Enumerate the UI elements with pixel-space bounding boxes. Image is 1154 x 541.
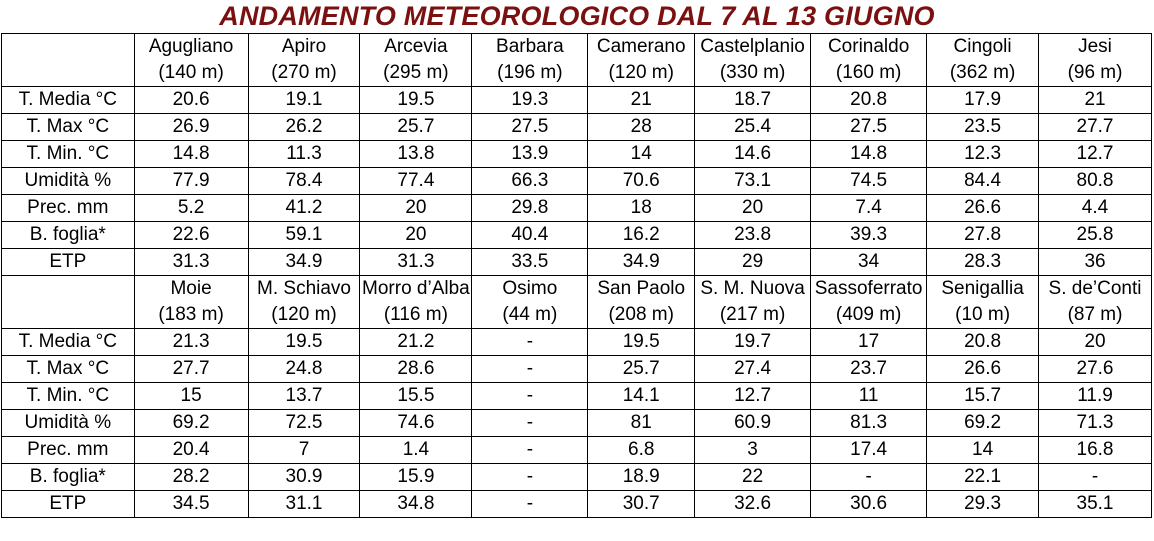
table-cell: 4.4 xyxy=(1039,195,1152,222)
station-name: Cingoli xyxy=(927,34,1039,61)
table-cell: 28.2 xyxy=(134,464,248,491)
table-row xyxy=(2,168,1152,195)
row-label: Prec. mm xyxy=(2,195,135,222)
corner-cell xyxy=(2,276,135,329)
table-cell: - xyxy=(472,356,588,383)
table-cell: 33.5 xyxy=(472,249,588,276)
table-cell: 21.2 xyxy=(360,329,472,356)
table-cell: 35.1 xyxy=(1039,491,1152,518)
table-cell: 78.4 xyxy=(248,168,360,195)
row-label: Umidità % xyxy=(2,168,135,195)
table-row xyxy=(2,464,1152,491)
table-cell: 28.3 xyxy=(927,249,1039,276)
station-altitude: (96 m) xyxy=(1039,60,1152,87)
row-label: Prec. mm xyxy=(2,437,135,464)
table-cell: 26.6 xyxy=(927,195,1039,222)
table-cell: 12.3 xyxy=(927,141,1039,168)
table-row xyxy=(2,329,1152,356)
table-row xyxy=(2,410,1152,437)
table-cell: 13.8 xyxy=(360,141,472,168)
table-cell: 70.6 xyxy=(588,168,695,195)
table-cell: 34.9 xyxy=(248,249,360,276)
table-cell: 12.7 xyxy=(695,383,811,410)
station-altitude: (208 m) xyxy=(588,302,695,329)
table-cell: 11 xyxy=(811,383,927,410)
table-cell: 34.9 xyxy=(588,249,695,276)
table-cell: 17 xyxy=(811,329,927,356)
row-label: ETP xyxy=(2,491,135,518)
station-altitude: (160 m) xyxy=(811,60,927,87)
table-row xyxy=(2,87,1152,114)
table-cell: 14.6 xyxy=(695,141,811,168)
table-cell: 80.8 xyxy=(1039,168,1152,195)
table-cell: 19.5 xyxy=(588,329,695,356)
table-cell: - xyxy=(472,437,588,464)
table-row xyxy=(2,141,1152,168)
table-cell: 29 xyxy=(695,249,811,276)
table-cell: 20.6 xyxy=(134,87,248,114)
table-cell: 20.4 xyxy=(134,437,248,464)
table-cell: 20 xyxy=(360,222,472,249)
table-cell: 69.2 xyxy=(927,410,1039,437)
table-cell: 21.3 xyxy=(134,329,248,356)
table-cell: 30.6 xyxy=(811,491,927,518)
table-cell: 5.2 xyxy=(134,195,248,222)
table-cell: 34.5 xyxy=(134,491,248,518)
table-cell: 31.3 xyxy=(360,249,472,276)
table-cell: 26.2 xyxy=(248,114,360,141)
table-cell: - xyxy=(811,464,927,491)
station-name: Moie xyxy=(134,276,248,303)
row-label: B. foglia* xyxy=(2,464,135,491)
station-name-row xyxy=(2,34,1152,61)
station-altitude: (196 m) xyxy=(472,60,588,87)
table-cell: 36 xyxy=(1039,249,1152,276)
table-cell: 21 xyxy=(588,87,695,114)
table-cell: 19.5 xyxy=(248,329,360,356)
table-cell: 34 xyxy=(811,249,927,276)
station-name: Osimo xyxy=(472,276,588,303)
station-name: Morro d’Alba xyxy=(360,276,472,303)
weather-table xyxy=(1,33,1152,518)
table-cell: 23.7 xyxy=(811,356,927,383)
station-name: Arcevia xyxy=(360,34,472,61)
table-cell: 71.3 xyxy=(1039,410,1152,437)
station-name-row xyxy=(2,276,1152,303)
station-altitude: (120 m) xyxy=(248,302,360,329)
table-cell: 28.6 xyxy=(360,356,472,383)
station-name: S. de’Conti xyxy=(1039,276,1152,303)
table-cell: 18.7 xyxy=(695,87,811,114)
station-altitude: (330 m) xyxy=(695,60,811,87)
table-row xyxy=(2,195,1152,222)
table-row xyxy=(2,222,1152,249)
station-name: Jesi xyxy=(1039,34,1152,61)
table-row xyxy=(2,249,1152,276)
table-cell: 27.8 xyxy=(927,222,1039,249)
table-cell: 24.8 xyxy=(248,356,360,383)
station-altitude: (362 m) xyxy=(927,60,1039,87)
table-cell: 81 xyxy=(588,410,695,437)
page-title: ANDAMENTO METEOROLOGICO DAL 7 AL 13 GIUGNO xyxy=(219,1,935,31)
row-label: T. Min. °C xyxy=(2,383,135,410)
station-altitude-row xyxy=(2,60,1152,87)
station-altitude: (295 m) xyxy=(360,60,472,87)
station-name: Camerano xyxy=(588,34,695,61)
table-cell: 30.9 xyxy=(248,464,360,491)
station-name: Apiro xyxy=(248,34,360,61)
table-cell: 32.6 xyxy=(695,491,811,518)
table-cell: 16.2 xyxy=(588,222,695,249)
table-cell: 12.7 xyxy=(1039,141,1152,168)
table-cell: 15.7 xyxy=(927,383,1039,410)
table-cell: 25.7 xyxy=(588,356,695,383)
row-label: T. Min. °C xyxy=(2,141,135,168)
table-cell: 31.3 xyxy=(134,249,248,276)
station-altitude: (44 m) xyxy=(472,302,588,329)
table-cell: 19.7 xyxy=(695,329,811,356)
table-cell: 29.8 xyxy=(472,195,588,222)
table-cell: 17.9 xyxy=(927,87,1039,114)
table-cell: 3 xyxy=(695,437,811,464)
table-cell: 27.6 xyxy=(1039,356,1152,383)
table-cell: 40.4 xyxy=(472,222,588,249)
table-cell: 14.1 xyxy=(588,383,695,410)
table-cell: 23.5 xyxy=(927,114,1039,141)
row-label: Umidità % xyxy=(2,410,135,437)
station-name: Castelplanio xyxy=(695,34,811,61)
table-cell: 27.4 xyxy=(695,356,811,383)
table-row xyxy=(2,114,1152,141)
table-cell: 27.7 xyxy=(134,356,248,383)
station-altitude: (87 m) xyxy=(1039,302,1152,329)
row-label: B. foglia* xyxy=(2,222,135,249)
table-cell: 22.6 xyxy=(134,222,248,249)
table-cell: 31.1 xyxy=(248,491,360,518)
table-cell: 77.4 xyxy=(360,168,472,195)
table-cell: 7.4 xyxy=(811,195,927,222)
table-cell: 16.8 xyxy=(1039,437,1152,464)
station-name: S. M. Nuova xyxy=(695,276,811,303)
table-cell: 6.8 xyxy=(588,437,695,464)
station-altitude: (120 m) xyxy=(588,60,695,87)
table-cell: 66.3 xyxy=(472,168,588,195)
station-altitude: (183 m) xyxy=(134,302,248,329)
table-cell: 13.7 xyxy=(248,383,360,410)
table-cell: 19.3 xyxy=(472,87,588,114)
table-cell: 27.5 xyxy=(472,114,588,141)
station-altitude: (116 m) xyxy=(360,302,472,329)
table-cell: - xyxy=(472,410,588,437)
table-cell: 25.7 xyxy=(360,114,472,141)
table-cell: 20 xyxy=(695,195,811,222)
corner-cell xyxy=(2,34,135,87)
station-altitude: (270 m) xyxy=(248,60,360,87)
table-cell: 19.1 xyxy=(248,87,360,114)
table-row xyxy=(2,437,1152,464)
table-cell: 7 xyxy=(248,437,360,464)
table-cell: 27.5 xyxy=(811,114,927,141)
row-label: T. Max °C xyxy=(2,114,135,141)
table-cell: - xyxy=(1039,464,1152,491)
table-cell: 25.4 xyxy=(695,114,811,141)
station-altitude: (217 m) xyxy=(695,302,811,329)
table-cell: 18 xyxy=(588,195,695,222)
station-altitude-row xyxy=(2,302,1152,329)
table-cell: 84.4 xyxy=(927,168,1039,195)
table-cell: - xyxy=(472,383,588,410)
station-name: Corinaldo xyxy=(811,34,927,61)
table-cell: 69.2 xyxy=(134,410,248,437)
table-cell: 14.8 xyxy=(134,141,248,168)
table-cell: 39.3 xyxy=(811,222,927,249)
table-cell: 81.3 xyxy=(811,410,927,437)
table-cell: - xyxy=(472,329,588,356)
table-cell: 25.8 xyxy=(1039,222,1152,249)
table-cell: 19.5 xyxy=(360,87,472,114)
table-cell: 22 xyxy=(695,464,811,491)
table-cell: 20 xyxy=(1039,329,1152,356)
table-row xyxy=(2,491,1152,518)
row-label: T. Media °C xyxy=(2,87,135,114)
station-name: Barbara xyxy=(472,34,588,61)
table-cell: 29.3 xyxy=(927,491,1039,518)
table-cell: 34.8 xyxy=(360,491,472,518)
table-cell: 11.9 xyxy=(1039,383,1152,410)
station-name: Senigallia xyxy=(927,276,1039,303)
row-label: ETP xyxy=(2,249,135,276)
row-label: T. Max °C xyxy=(2,356,135,383)
table-cell: 74.5 xyxy=(811,168,927,195)
table-cell: 23.8 xyxy=(695,222,811,249)
table-cell: 1.4 xyxy=(360,437,472,464)
table-cell: 14 xyxy=(927,437,1039,464)
table-cell: 14.8 xyxy=(811,141,927,168)
station-name: Agugliano xyxy=(134,34,248,61)
table-cell: 59.1 xyxy=(248,222,360,249)
table-cell: 11.3 xyxy=(248,141,360,168)
table-cell: 20.8 xyxy=(927,329,1039,356)
table-cell: 60.9 xyxy=(695,410,811,437)
table-cell: 30.7 xyxy=(588,491,695,518)
table-cell: 21 xyxy=(1039,87,1152,114)
table-cell: 20 xyxy=(360,195,472,222)
table-cell: 77.9 xyxy=(134,168,248,195)
table-cell: 73.1 xyxy=(695,168,811,195)
station-name: San Paolo xyxy=(588,276,695,303)
table-cell: - xyxy=(472,464,588,491)
table-cell: 17.4 xyxy=(811,437,927,464)
table-cell: 18.9 xyxy=(588,464,695,491)
table-cell: 22.1 xyxy=(927,464,1039,491)
table-cell: 26.6 xyxy=(927,356,1039,383)
table-cell: 14 xyxy=(588,141,695,168)
row-label: T. Media °C xyxy=(2,329,135,356)
station-name: M. Schiavo xyxy=(248,276,360,303)
table-cell: 27.7 xyxy=(1039,114,1152,141)
station-altitude: (140 m) xyxy=(134,60,248,87)
table-cell: 13.9 xyxy=(472,141,588,168)
station-name: Sassoferrato xyxy=(811,276,927,303)
table-cell: - xyxy=(472,491,588,518)
table-cell: 15.5 xyxy=(360,383,472,410)
table-cell: 74.6 xyxy=(360,410,472,437)
station-altitude: (409 m) xyxy=(811,302,927,329)
table-cell: 41.2 xyxy=(248,195,360,222)
table-cell: 15 xyxy=(134,383,248,410)
table-cell: 28 xyxy=(588,114,695,141)
table-cell: 20.8 xyxy=(811,87,927,114)
table-row xyxy=(2,383,1152,410)
table-cell: 15.9 xyxy=(360,464,472,491)
table-cell: 72.5 xyxy=(248,410,360,437)
table-row xyxy=(2,356,1152,383)
station-altitude: (10 m) xyxy=(927,302,1039,329)
table-cell: 26.9 xyxy=(134,114,248,141)
